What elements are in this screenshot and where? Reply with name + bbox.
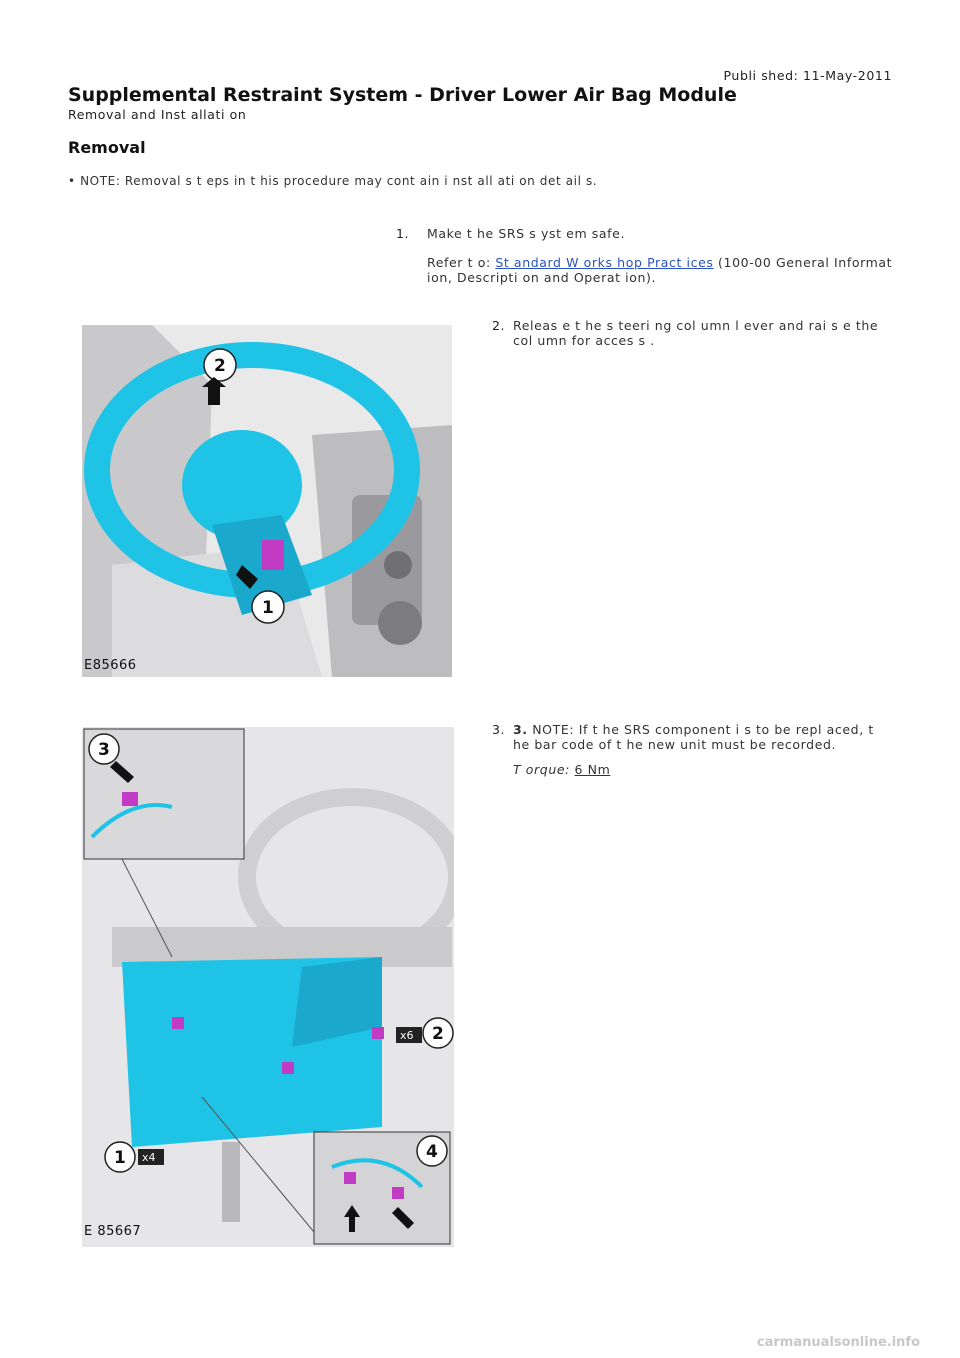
inset-callout-3	[84, 729, 244, 859]
page-subtitle: Removal and Inst allati on	[68, 107, 247, 122]
standard-workshop-practices-link[interactable]: St andard W orks hop Pract ices	[495, 255, 714, 270]
lower-airbag-illustration	[82, 727, 454, 1247]
step-3-bold-prefix: 3.	[513, 722, 528, 737]
inset-callout-4	[314, 1132, 450, 1244]
refer-suffix: (100-00 General Informat ion, Descripti on and Operat ion).	[427, 255, 893, 285]
callout-2-label: 2	[214, 356, 226, 376]
badge-x4: x4	[142, 1151, 156, 1164]
step-3-number: 3.	[492, 722, 505, 737]
refer-prefix: Refer t o:	[427, 255, 496, 270]
callout-1-label: 1	[114, 1148, 126, 1168]
callout-2	[204, 349, 236, 381]
section-heading: Removal	[68, 138, 146, 157]
callout-4-label: 4	[426, 1142, 438, 1162]
step-2-number: 2.	[492, 318, 505, 333]
step-3-note: NOTE: If t he SRS component i s to be repl aced, t he bar code of t he new unit must be recorded.	[513, 722, 874, 752]
steering-column-illustration	[82, 325, 452, 677]
figure-code: E 85667	[84, 1224, 142, 1239]
watermark: carmanualsonline.info	[756, 1335, 920, 1350]
published-date: Publi shed: 11-May-2011	[723, 68, 892, 83]
step-2-text: Releas e t he s teeri ng col umn l ever and rai s e the col umn for acces s .	[513, 318, 879, 348]
figure-e85666	[82, 325, 452, 677]
figure-code: E85666	[84, 658, 137, 673]
torque-label: T orque:	[513, 762, 570, 777]
step-1-refer	[427, 255, 897, 285]
badge-x6: x6	[400, 1029, 414, 1042]
torque-value: 6 Nm	[574, 762, 611, 777]
page-title: Supplemental Restraint System - Driver Lower Air Bag Module	[68, 84, 737, 106]
step-3-text	[513, 722, 893, 752]
callout-1-label: 1	[262, 598, 274, 618]
figure-e85667	[82, 727, 454, 1247]
callout-3-label: 3	[98, 740, 110, 760]
step-3-torque	[513, 762, 610, 777]
callout-2-label: 2	[432, 1024, 444, 1044]
step-1-number: 1.	[396, 226, 409, 241]
callout-1	[252, 591, 284, 623]
step-1-text: Make t he SRS s yst em safe.	[427, 226, 626, 241]
removal-note: • NOTE: Removal s t eps in t his procedure may cont ain i nst all ati on det ail s.	[68, 174, 598, 188]
